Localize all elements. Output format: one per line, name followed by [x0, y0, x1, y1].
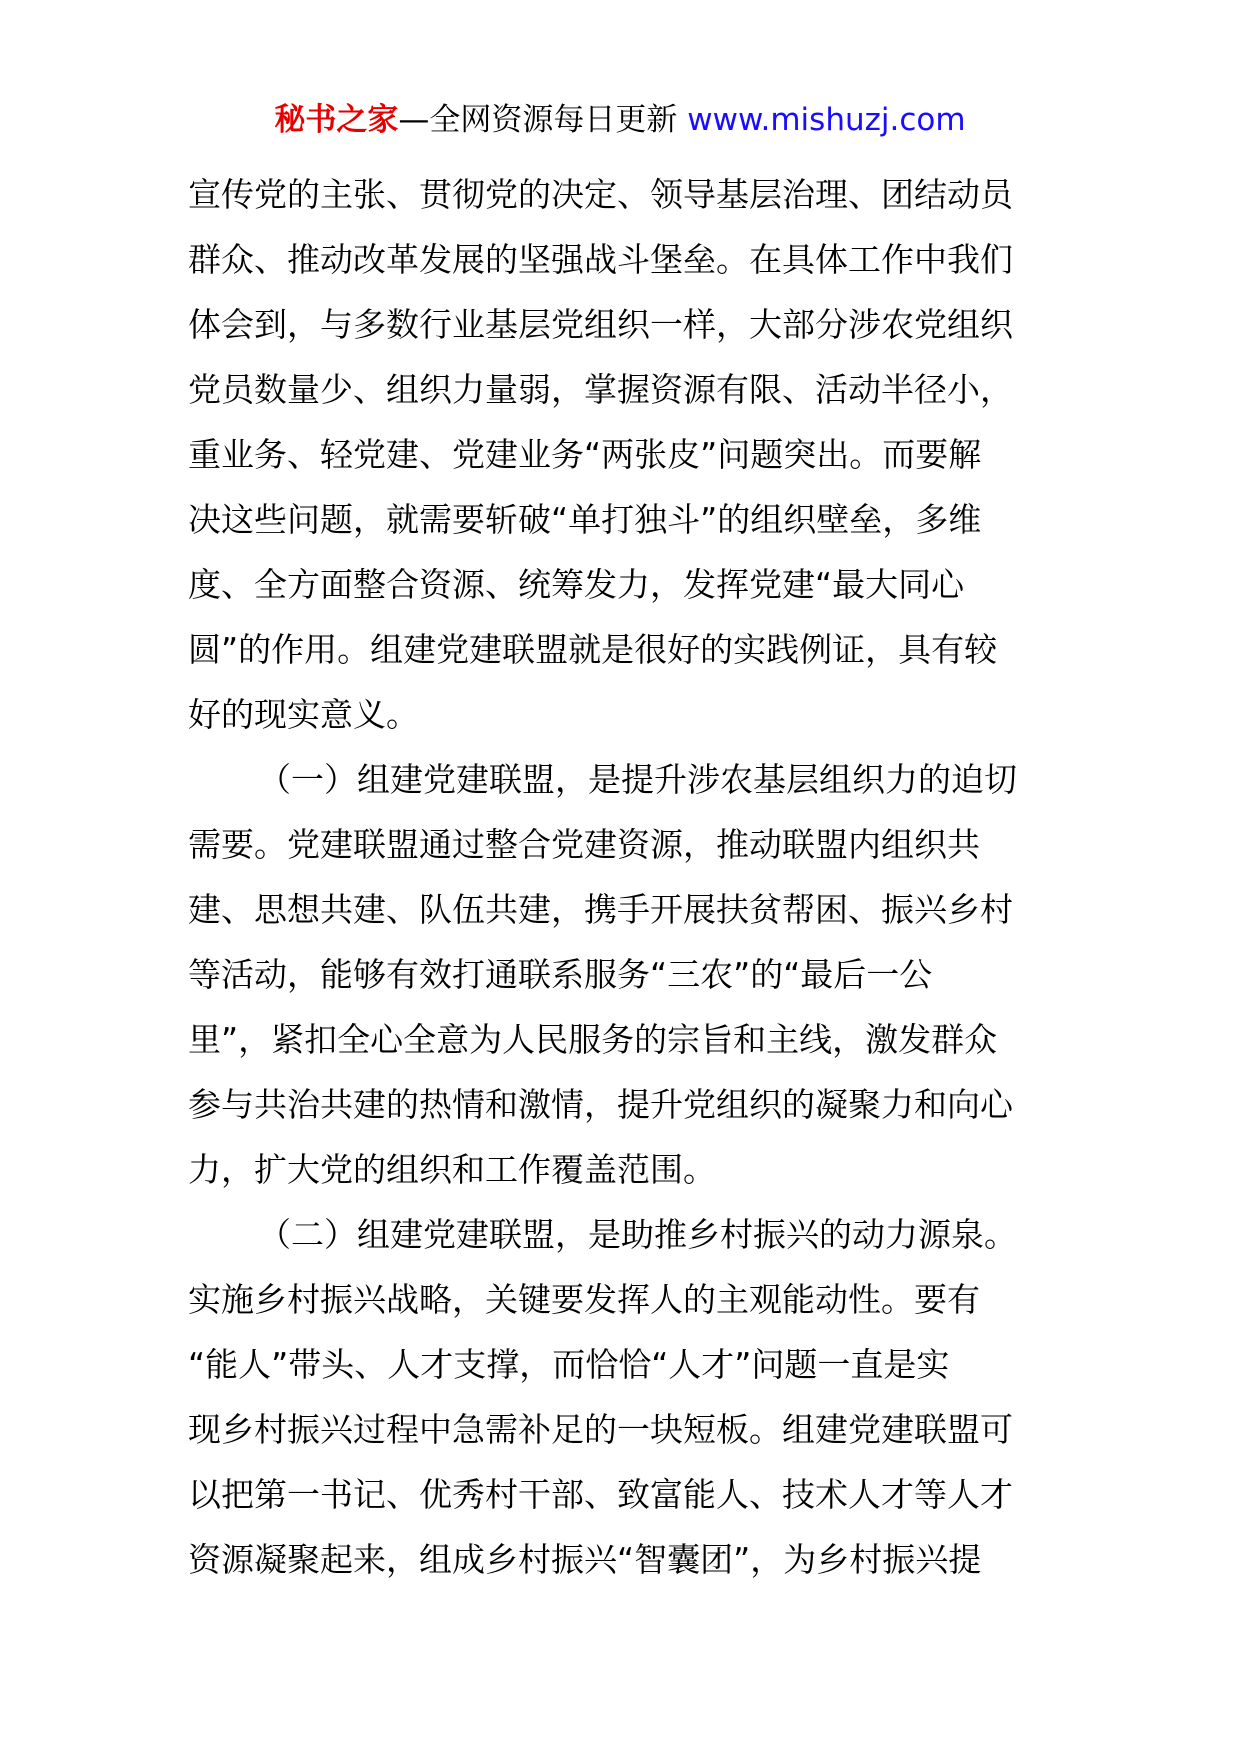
- text-line: “能人”带头、人才支撑，而恰恰“人才”问题一直是实: [188, 1345, 950, 1384]
- text-line: 宣传党的主张、贯彻党的决定、领导基层治理、团结动员: [188, 175, 1013, 214]
- text-line: 力，扩大党的组织和工作覆盖范围。: [188, 1150, 716, 1189]
- text-line: 需要。党建联盟通过整合党建资源，推动联盟内组织共: [188, 825, 980, 864]
- text-line: 群众、推动改革发展的坚强战斗堡垒。在具体工作中我们: [188, 240, 1013, 279]
- text-line: 度、全方面整合资源、统筹发力，发挥党建“最大同心: [188, 565, 965, 604]
- text-line: 体会到，与多数行业基层党组织一样，大部分涉农党组织: [188, 305, 1013, 344]
- text-line: 现乡村振兴过程中急需补足的一块短板。组建党建联盟可: [188, 1410, 1013, 1449]
- site-url-link[interactable]: www.mishuzj.com: [687, 102, 966, 138]
- text-line: 参与共治共建的热情和激情，提升党组织的凝聚力和向心: [188, 1085, 1013, 1124]
- site-slogan: —全网资源每日更新: [398, 102, 678, 138]
- text-line: 里”，紧扣全心全意为人民服务的宗旨和主线，激发群众: [188, 1020, 998, 1059]
- document-body: [188, 162, 1028, 1592]
- text-line: 重业务、轻党建、党建业务“两张皮”问题突出。而要解: [188, 435, 982, 474]
- text-line: 等活动，能够有效打通联系服务“三农”的“最后一公: [188, 955, 933, 994]
- text-line: 决这些问题，就需要斩破“单打独斗”的组织壁垒，多维: [188, 500, 982, 539]
- text-line: 以把第一书记、优秀村干部、致富能人、技术人才等人才: [188, 1475, 1013, 1514]
- site-header: [0, 98, 1240, 142]
- site-brand: 秘书之家: [274, 102, 399, 138]
- text-line: 实施乡村振兴战略，关键要发挥人的主观能动性。要有: [188, 1280, 980, 1319]
- section-heading-line: （一）组建党建联盟，是提升涉农基层组织力的迫切: [258, 760, 1017, 799]
- text-line: 党员数量少、组织力量弱，掌握资源有限、活动半径小，: [188, 370, 1013, 409]
- text-line: 圆”的作用。组建党建联盟就是很好的实践例证，具有较: [188, 630, 998, 669]
- text-line: 资源凝聚起来，组成乡村振兴“智囊团”，为乡村振兴提: [188, 1540, 982, 1579]
- section-heading-line: （二）组建党建联盟，是助推乡村振兴的动力源泉。: [258, 1215, 1017, 1254]
- text-line: 建、思想共建、队伍共建，携手开展扶贫帮困、振兴乡村: [188, 890, 1013, 929]
- text-line: 好的现实意义。: [188, 695, 419, 734]
